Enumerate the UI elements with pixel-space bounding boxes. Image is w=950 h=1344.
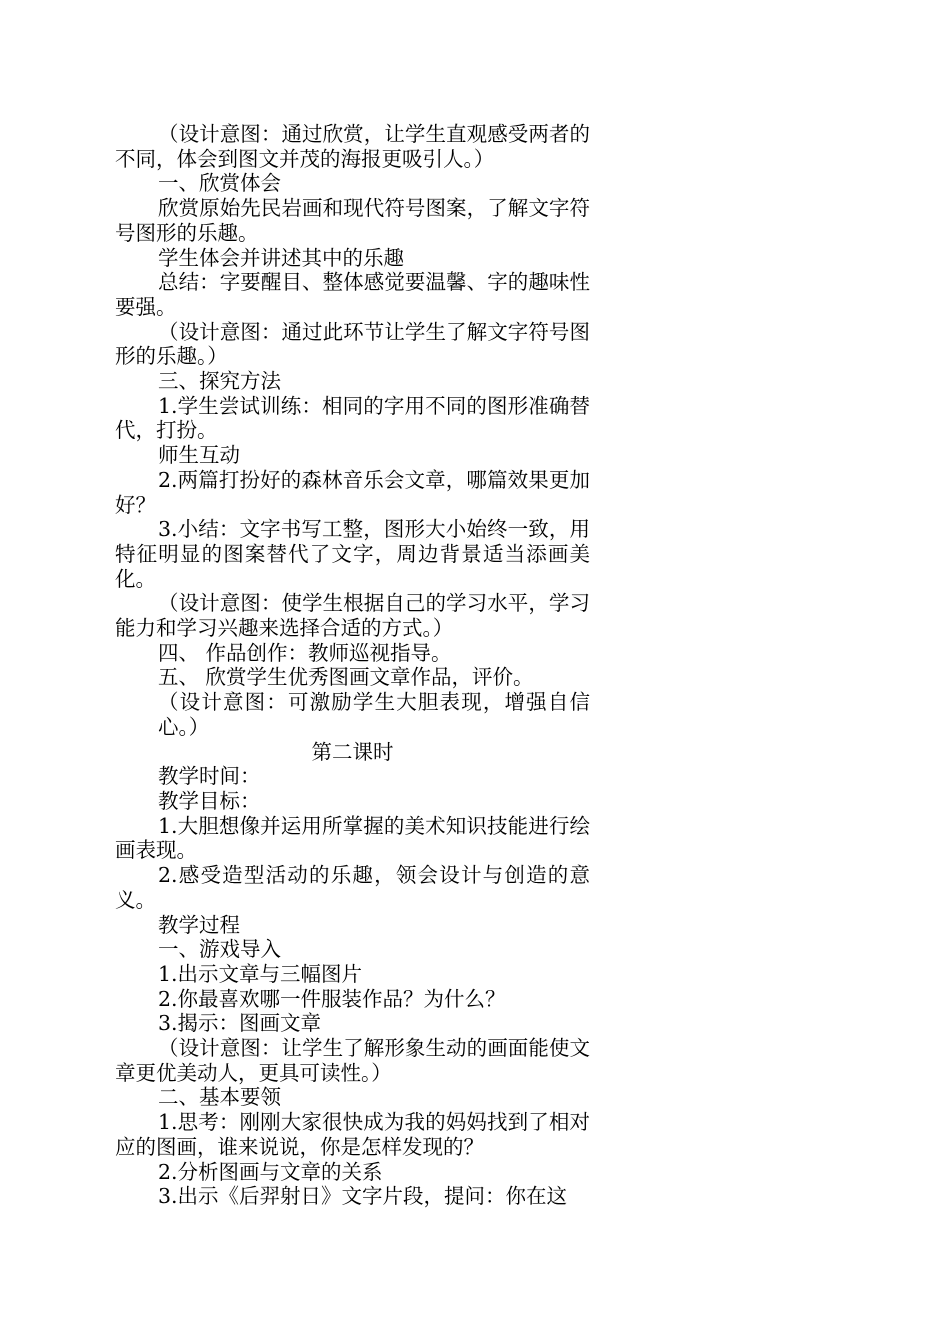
heading-explore-methods: 三、探究方法 — [158, 369, 281, 394]
paragraph-intro-1: 1.出示文章与三幅图片 — [158, 961, 363, 986]
paragraph-design-intent-2: （设计意图：通过此环节让学生了解文字符号图形的乐趣。） — [115, 319, 590, 369]
document-page — [115, 122, 590, 1209]
heading-basic-essentials: 二、基本要领 — [158, 1085, 281, 1110]
paragraph-essentials-2: 2.分析图画与文章的关系 — [158, 1159, 383, 1184]
paragraph-teaching-time: 教学时间： — [158, 764, 261, 789]
heading-appreciate: 一、欣赏体会 — [158, 171, 281, 196]
paragraph-design-intent-3: （设计意图：使学生根据自己的学习水平，学习能力和学习兴趣来选择合适的方式。） — [115, 591, 590, 641]
paragraph-student-share: 学生体会并讲述其中的乐趣 — [158, 245, 404, 270]
section-title-second-lesson: 第二课时 — [311, 739, 394, 764]
heading-evaluation: 五、 欣赏学生优秀图画文章作品，评价。 — [158, 665, 534, 690]
paragraph-intro-3: 3.揭示：图画文章 — [158, 1011, 322, 1036]
heading-creation: 四、 作品创作：教师巡视指导。 — [158, 640, 452, 665]
paragraph-goal-1: 1.大胆想像并运用所掌握的美术知识技能进行绘画表现。 — [115, 813, 590, 863]
paragraph-design-intent-1: （设计意图：通过欣赏，让学生直观感受两者的不同，体会到图文并茂的海报更吸引人。） — [115, 122, 590, 171]
paragraph-intro-2: 2.你最喜欢哪一件服装作品？为什么？ — [158, 986, 506, 1011]
paragraph-teaching-process: 教学过程 — [158, 912, 240, 937]
paragraph-essentials-1: 1.思考：刚刚大家很快成为我的妈妈找到了相对应的图画，谁来说说，你是怎样发现的？ — [115, 1110, 590, 1159]
paragraph-appreciate-rock-art: 欣赏原始先民岩画和现代符号图案，了解文字符号图形的乐趣。 — [115, 196, 590, 245]
paragraph-interaction: 师生互动 — [158, 443, 240, 468]
paragraph-goal-2: 2.感受造型活动的乐趣，领会设计与创造的意义。 — [115, 863, 590, 912]
paragraph-design-intent-5: （设计意图：让学生了解形象生动的画面能使文章更优美动人，更具可读性。） — [115, 1036, 590, 1085]
paragraph-step-2: 2.两篇打扮好的森林音乐会文章，哪篇效果更加好？ — [115, 467, 590, 517]
paragraph-step-3: 3.小结：文字书写工整，图形大小始终一致，用特征明显的图案替代了文字，周边背景适当添画美化。 — [115, 517, 590, 591]
paragraph-summary: 总结：字要醒目、整体感觉要温馨、字的趣味性要强。 — [115, 270, 590, 319]
paragraph-step-1: 1.学生尝试训练：相同的字用不同的图形准确替代，打扮。 — [115, 393, 590, 443]
paragraph-teaching-goals: 教学目标： — [158, 788, 261, 813]
heading-game-intro: 一、游戏导入 — [158, 937, 281, 962]
paragraph-essentials-3: 3.出示《后羿射日》文字片段，提问：你在这 — [158, 1184, 568, 1209]
paragraph-design-intent-4: （设计意图：可激励学生大胆表现，增强自信心。） — [158, 690, 590, 739]
